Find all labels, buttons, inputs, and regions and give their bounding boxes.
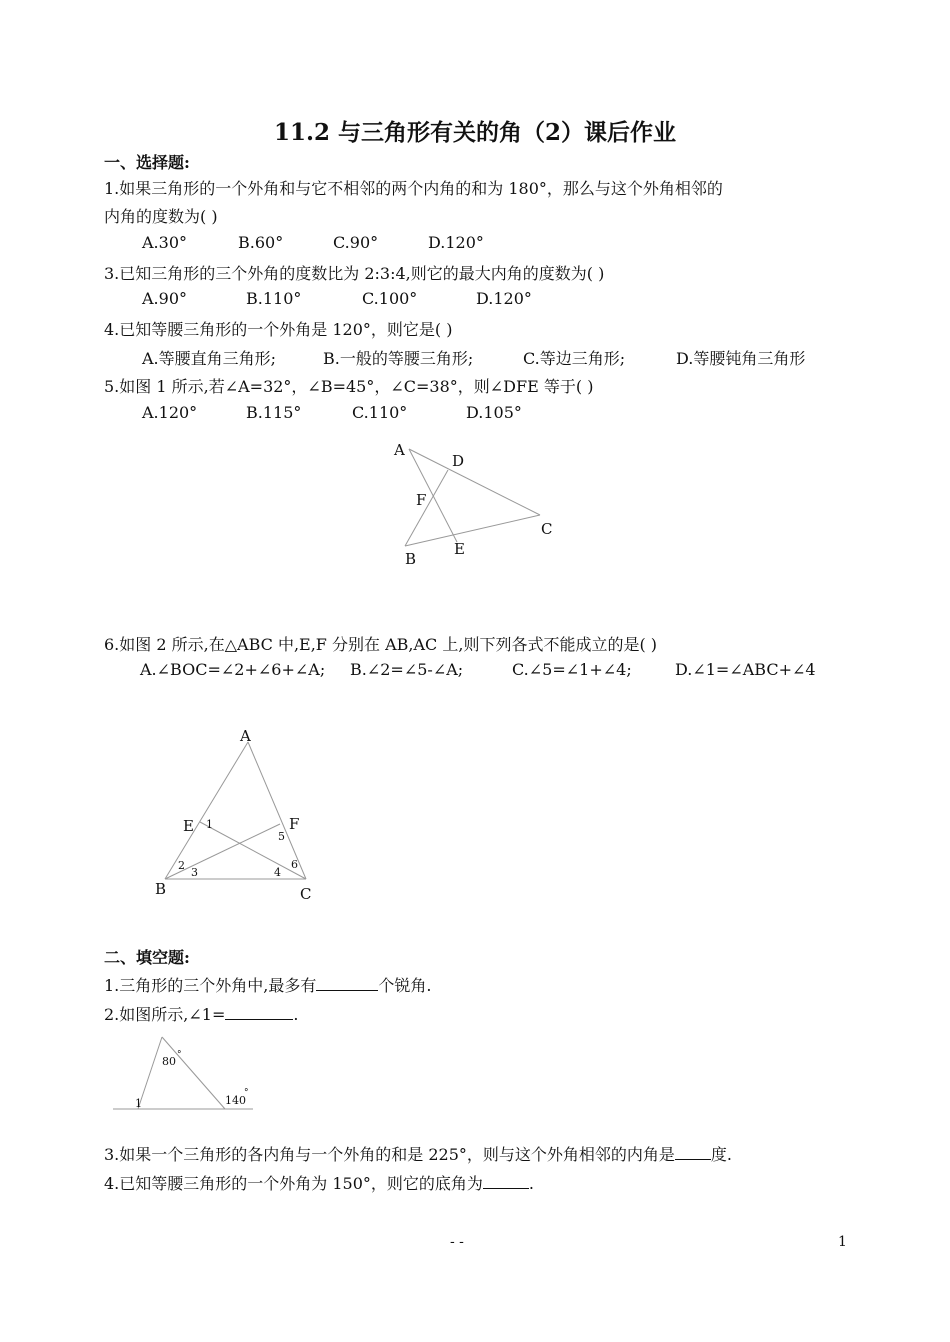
q4-option-d: D.等腰钝角三角形 [676,349,806,368]
degree-mark-140: ° [244,1088,249,1098]
q6-option-c: C.∠5=∠1+∠4; [512,660,632,679]
figure-3-triangle [110,1032,260,1117]
q5-option-c: C.110° [352,403,408,422]
fill-q3-text: 3.如果一个三角形的各内角与一个外角的和是 225°，则与这个外角相邻的内角是 [104,1145,675,1164]
label-B: B [155,880,167,898]
q4-option-a: A.等腰直角三角形; [142,349,277,368]
label-E: E [454,540,465,558]
page-number: 1 [838,1234,847,1250]
fill-q1-suffix: 个锐角. [378,976,432,995]
q4-option-b: B.一般的等腰三角形; [323,349,474,368]
fill-q4-text: 4.已知等腰三角形的一个外角为 150°，则它的底角为 [104,1174,483,1193]
q6-option-a: A.∠BOC=∠2+∠6+∠A; [140,660,326,679]
q3-option-a: A.90° [142,289,187,308]
label-B: B [405,550,417,568]
question-1-line2: 内角的度数为( ) [104,207,218,226]
fill-q3-suffix: 度. [710,1145,732,1164]
line-BC [405,515,540,546]
label-D: D [452,452,465,470]
label-C: C [300,885,312,903]
q4-option-c: C.等边三角形; [523,349,626,368]
fill-q1-blank[interactable] [316,976,378,991]
q5-option-a: A.120° [142,403,198,422]
question-1-line1: 1.如果三角形的一个外角和与它不相邻的两个内角的和为 180°，那么与这个外角相邻的 [104,179,723,198]
angle-80-label: 80 [162,1055,176,1068]
fill-question-1 [104,973,431,996]
fill-q2-text: 2.如图所示,∠1= [104,1005,226,1024]
q6-option-b: B.∠2=∠5-∠A; [350,660,464,679]
label-F: F [289,815,300,833]
fill-q1-text: 1.三角形的三个外角中,最多有 [104,976,317,995]
footer-center-mark: - - [450,1234,464,1250]
fill-q2-blank[interactable] [225,1005,293,1020]
q1-option-d: D.120° [428,233,484,252]
figure-2-triangle [150,722,320,907]
angle-label-4: 4 [274,866,281,879]
degree-mark-80: ° [177,1050,182,1060]
right-side [162,1037,225,1109]
question-3: 3.已知三角形的三个外角的度数比为 2:3:4,则它的最大内角的度数为( ) [104,264,605,283]
angle-140-label: 140 [225,1094,246,1107]
angle-label-6: 6 [291,858,298,871]
fill-q3-blank[interactable] [675,1145,711,1160]
q1-option-b: B.60° [238,233,284,252]
label-E: E [183,817,194,835]
section-heading-fill: 二、填空题: [104,948,190,967]
question-6: 6.如图 2 所示,在△ABC 中,E,F 分别在 AB,AC 上,则下列各式不能成立的是( ) [104,635,658,654]
section-heading-choice: 一、选择题: [104,153,190,172]
label-A: A [394,441,405,459]
page-title: 11.2 与三角形有关的角（2）课后作业 [273,119,677,146]
angle-label-1: 1 [206,818,213,831]
question-5: 5.如图 1 所示,若∠A=32°，∠B=45°，∠C=38°，则∠DFE 等于( ) [104,377,594,396]
line-BD [405,470,448,546]
angle-label-3: 3 [191,866,198,879]
fill-q4-blank[interactable] [483,1174,529,1189]
fill-question-3 [104,1142,732,1165]
label-C: C [541,520,553,538]
angle-1-label: 1 [135,1097,142,1110]
q3-option-c: C.100° [362,289,418,308]
label-A: A [240,727,251,745]
angle-label-5: 5 [278,830,285,843]
fill-question-4 [104,1171,534,1194]
fill-question-2 [104,1002,298,1025]
q5-option-b: B.115° [246,403,302,422]
q1-option-a: A.30° [142,233,187,252]
angle-label-2: 2 [178,859,185,872]
label-F: F [416,491,427,509]
q1-option-c: C.90° [333,233,379,252]
question-4: 4.已知等腰三角形的一个外角是 120°，则它是( ) [104,320,453,339]
q3-option-d: D.120° [476,289,532,308]
q5-option-d: D.105° [466,403,522,422]
fill-q4-suffix: . [528,1174,534,1193]
q3-option-b: B.110° [246,289,302,308]
fill-q2-suffix: . [293,1005,299,1024]
figure-1-triangle [385,435,565,575]
q6-option-d: D.∠1=∠ABC+∠4 [675,660,816,679]
